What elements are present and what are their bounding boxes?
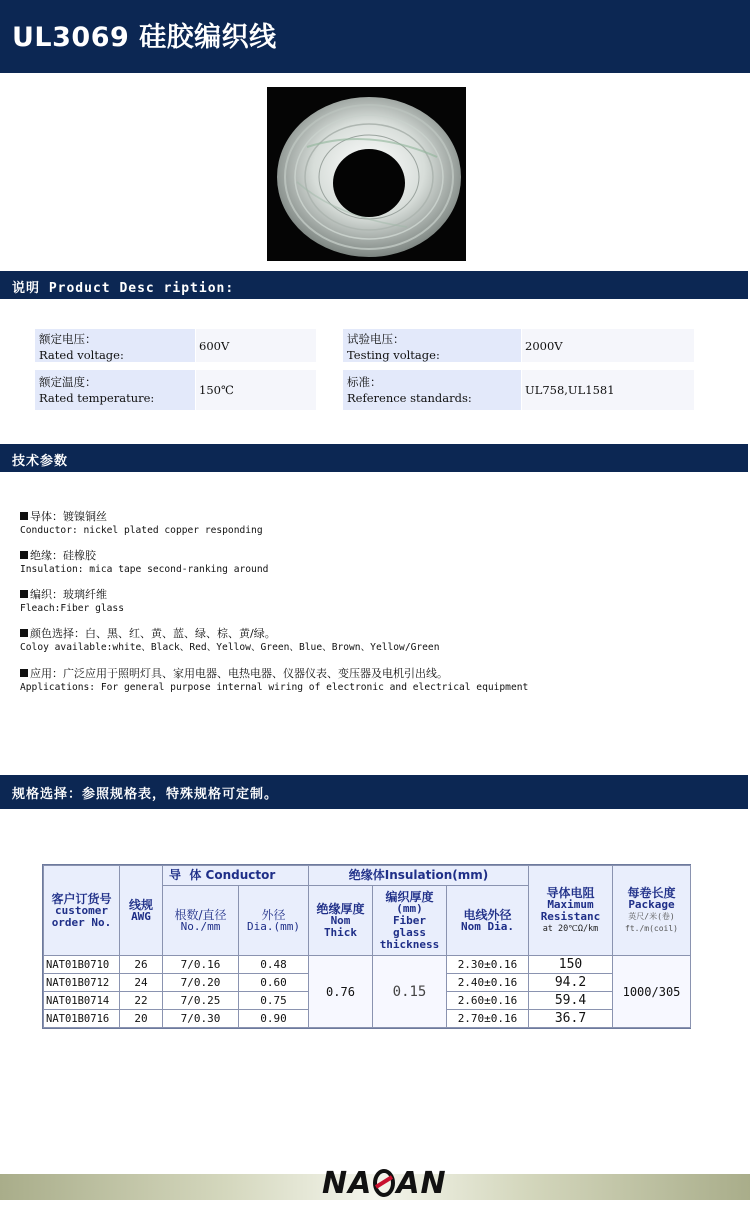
cell-conductor-dia: 0.48 <box>239 956 309 974</box>
col-header-order <box>44 866 120 956</box>
cell-wire-od: 2.30±0.16 <box>447 956 529 974</box>
cell-wire-od: 2.60±0.16 <box>447 992 529 1010</box>
spec-table <box>42 864 691 1029</box>
col-header-wire-od-zh: 电线外径 <box>463 907 512 922</box>
tech-item-insulation-zh: 绝缘：硅橡胶 <box>30 549 96 562</box>
col-header-awg-zh: 线规 <box>128 897 153 912</box>
page-title: UL3069 硅胶编织线 <box>12 22 277 53</box>
cell-resistance: 59.4 <box>529 992 613 1010</box>
col-header-braid-thick-en2: Fiber <box>392 913 427 927</box>
square-bullet-icon <box>20 551 28 559</box>
col-header-package-zh: 每卷长度 <box>627 885 676 900</box>
square-bullet-icon <box>20 590 28 598</box>
tech-item-conductor-en: Conductor: nickel plated copper responding <box>20 525 263 536</box>
description-section-title: 说明 Product Desc ription: <box>12 281 235 296</box>
page-header <box>0 0 750 73</box>
col-header-braid-thick-en1: (mm) <box>396 901 423 915</box>
cell-order-code: NAT01B0716 <box>44 1010 120 1028</box>
square-bullet-icon <box>20 669 28 677</box>
cell-awg: 24 <box>120 974 163 992</box>
col-header-conductor-dia-en: Dia.(mm) <box>247 919 300 933</box>
square-bullet-icon <box>20 512 28 520</box>
col-header-braid-thick <box>373 886 447 956</box>
cell-conductor-dia: 0.90 <box>239 1010 309 1028</box>
cell-resistance: 94.2 <box>529 974 613 992</box>
col-header-resistance-en1: Maximum <box>547 897 594 911</box>
tech-item-braid <box>20 588 124 615</box>
tech-item-conductor <box>20 510 263 537</box>
col-header-package-unit2: ft./m(coil) <box>625 923 678 933</box>
col-group-conductor <box>163 866 309 886</box>
rated-voltage-label <box>35 329 195 362</box>
tech-item-insulation-en: Insulation: mica tape second-ranking around <box>20 564 269 575</box>
col-header-package-en: Package <box>628 897 675 911</box>
col-group-insulation <box>309 866 529 886</box>
rated-temperature-value: 150℃ <box>196 370 316 410</box>
cell-resistance: 150 <box>529 956 613 974</box>
rated-voltage-label-zh: 额定电压： <box>39 332 97 346</box>
col-header-strand <box>163 886 239 956</box>
col-header-resistance <box>529 866 613 956</box>
col-header-awg <box>120 866 163 956</box>
tech-item-braid-en: Fleach:Fiber glass <box>20 603 124 614</box>
technical-section-title: 技术参数 <box>12 454 69 469</box>
tech-item-applications <box>20 667 528 694</box>
cell-wire-od: 2.40±0.16 <box>447 974 529 992</box>
reference-standards-value: UL758,UL1581 <box>522 370 694 410</box>
col-header-order-en1: customer <box>55 903 108 917</box>
spec-table-grid <box>43 865 691 1028</box>
col-header-conductor-dia-zh: 外径 <box>261 907 286 922</box>
table-row <box>44 956 691 974</box>
col-header-braid-thick-en4: thickness <box>379 937 440 951</box>
testing-voltage-label <box>343 329 521 362</box>
tech-item-colors <box>20 627 440 654</box>
tech-item-applications-en: Applications: For general purpose internal wiring of electronic and electrical equipment <box>20 682 529 693</box>
cell-strand: 7/0.20 <box>163 974 239 992</box>
cell-strand: 7/0.25 <box>163 992 239 1010</box>
col-group-insulation-label: 绝缘体Insulation(mm) <box>348 868 489 882</box>
col-header-braid-thick-zh: 编织厚度 <box>385 889 434 904</box>
col-header-insulation-thick-en1: Nom <box>330 913 351 927</box>
col-header-strand-zh: 根数/直径 <box>174 907 227 922</box>
rated-voltage-label-en: Rated voltage: <box>39 348 124 362</box>
product-image <box>267 87 466 261</box>
col-header-awg-en: AWG <box>131 909 151 923</box>
testing-voltage-label-en: Testing voltage: <box>347 348 440 362</box>
rated-voltage-value: 600V <box>196 329 316 362</box>
col-group-conductor-label: 导 体 Conductor <box>169 868 276 882</box>
cell-braid-thickness: 0.15 <box>373 956 447 1028</box>
cell-resistance: 36.7 <box>529 1010 613 1028</box>
cell-awg: 22 <box>120 992 163 1010</box>
rated-temperature-label <box>35 370 195 410</box>
col-header-braid-thick-en3: glass <box>392 925 427 939</box>
reference-standards-label-zh: 标准： <box>347 375 382 389</box>
testing-voltage-value: 2000V <box>522 329 694 362</box>
col-header-insulation-thick <box>309 886 373 956</box>
tech-item-insulation <box>20 549 268 576</box>
selection-section-bar <box>0 775 748 809</box>
testing-voltage-label-zh: 试验电压： <box>347 332 405 346</box>
tech-item-colors-zh: 颜色选择：白、黑、红、黄、蓝、绿、棕、黄/绿。 <box>30 627 276 640</box>
reference-standards-label-en: Reference standards: <box>347 391 472 405</box>
col-header-insulation-thick-zh: 绝缘厚度 <box>316 901 365 916</box>
col-header-resistance-zh: 导体电阻 <box>546 885 595 900</box>
cell-order-code: NAT01B0714 <box>44 992 120 1010</box>
square-bullet-icon <box>20 629 28 637</box>
rated-temperature-label-zh: 额定温度： <box>39 375 97 389</box>
cell-conductor-dia: 0.60 <box>239 974 309 992</box>
cell-package: 1000/305 <box>613 956 691 1028</box>
col-header-package <box>613 866 691 956</box>
brand-logo <box>322 1166 447 1202</box>
technical-section-bar <box>0 444 748 472</box>
cell-conductor-dia: 0.75 <box>239 992 309 1010</box>
logo-mark-icon <box>372 1167 396 1197</box>
rated-temperature-label-en: Rated temperature: <box>39 391 155 405</box>
col-header-conductor-dia <box>239 886 309 956</box>
cell-wire-od: 2.70±0.16 <box>447 1010 529 1028</box>
tech-item-applications-zh: 应用：广泛应用于照明灯具、家用电器、电热电器、仪器仪表、变压器及电机引出线。 <box>30 667 448 680</box>
col-header-wire-od-en: Nom Dia. <box>461 919 514 933</box>
col-header-wire-od <box>447 886 529 956</box>
cell-awg: 26 <box>120 956 163 974</box>
col-header-strand-en: No./mm <box>180 919 221 933</box>
wire-coil-illustration <box>267 87 466 261</box>
logo-text-left: NA <box>322 1166 373 1201</box>
tech-item-braid-zh: 编织：玻璃纤维 <box>30 588 107 601</box>
tech-item-conductor-zh: 导体：镀镍铜丝 <box>30 510 107 523</box>
col-header-insulation-thick-en2: Thick <box>323 925 358 939</box>
col-header-resistance-unit: at 20℃Ω/km <box>542 923 599 934</box>
col-header-order-zh: 客户订货号 <box>51 891 112 906</box>
selection-section-title: 规格选择：参照规格表，特殊规格可定制。 <box>12 787 279 802</box>
description-section-bar <box>0 271 748 299</box>
cell-strand: 7/0.30 <box>163 1010 239 1028</box>
col-header-resistance-en2: Resistanc <box>540 909 601 923</box>
tech-item-colors-en: Coloy available:white、Black、Red、Yellow、Green、Blue、Brown、Yellow/Green <box>20 642 440 653</box>
cell-order-code: NAT01B0712 <box>44 974 120 992</box>
cell-insulation-thickness: 0.76 <box>309 956 373 1028</box>
reference-standards-label <box>343 370 521 410</box>
logo-text-right: AN <box>396 1166 447 1201</box>
cell-order-code: NAT01B0710 <box>44 956 120 974</box>
cell-strand: 7/0.16 <box>163 956 239 974</box>
cell-awg: 20 <box>120 1010 163 1028</box>
col-header-package-unit1: 英尺/米(卷) <box>628 911 675 921</box>
col-header-order-en2: order No. <box>51 915 112 929</box>
